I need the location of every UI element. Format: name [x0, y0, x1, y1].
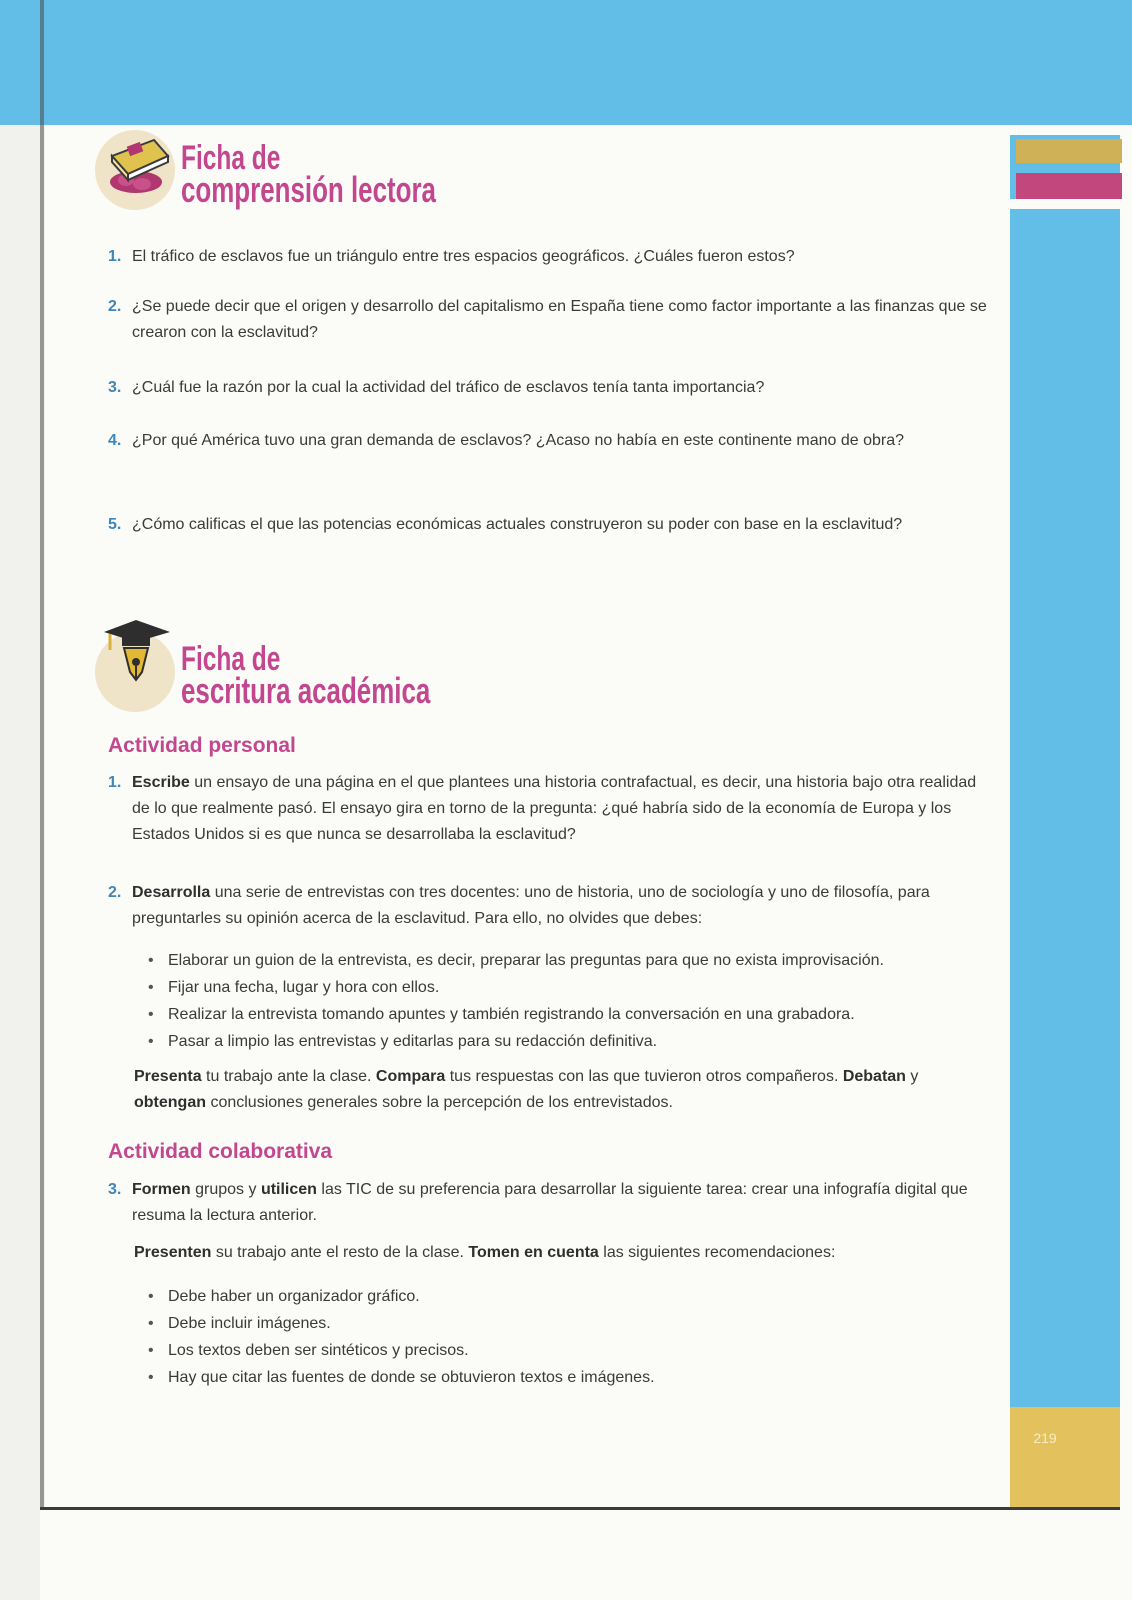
top-color-band [45, 0, 1132, 125]
question-3: 3. ¿Cuál fue la razón por la cual la actividad del tráfico de esclavos tenía tanta importancia? [108, 379, 765, 396]
page-number-box [1010, 1407, 1120, 1507]
section-tab-gold [1016, 139, 1122, 163]
question-4: 4. ¿Por qué América tuvo una gran demanda de esclavos? ¿Acaso no había en este continente mano de obra? [108, 432, 905, 449]
question-5: 5. ¿Cómo calificas el que las potencias económicas actuales construyeron su poder con base en la esclavitud? [108, 516, 903, 533]
collab-activity-title: Actividad colaborativa [108, 1140, 333, 1163]
list-item: • Fijar una fecha, lugar y hora con ellos. [148, 974, 988, 1001]
activity-1: 1. Escribe un ensayo de una página en el que plantees una historia contrafactual, es decir, una historia bajo otra realidad de lo que realmente pasó. El ensayo gira en torno de la pregunta: ¿qué habría sido de la economía de Europa y los Estados Unidos si es que nunca se desarrollaba la esclavitud? [108, 774, 977, 843]
question-2: 2. ¿Se puede decir que el origen y desarrollo del capitalismo en España tiene como factor importante a las finanzas que se crearon con la esclavitud? [108, 298, 987, 341]
interview-steps-list [148, 947, 988, 1055]
list-item: • Pasar a limpio las entrevistas y editarlas para su redacción definitiva. [148, 1028, 988, 1055]
list-item: • Los textos deben ser sintéticos y precisos. [148, 1337, 988, 1364]
page-number: 219 [1033, 1430, 1057, 1446]
book-spine [40, 0, 44, 1600]
personal-activity-title: Actividad personal [108, 734, 296, 757]
heading-line2: escritura académica [181, 670, 431, 711]
heading-line1: Ficha de [181, 139, 281, 177]
list-item: • Realizar la entrevista tomando apuntes y también registrando la conversación en una grabadora. [148, 1001, 988, 1028]
section-tab-pink [1016, 173, 1122, 199]
list-item: • Hay que citar las fuentes de donde se obtuvieron textos e imágenes. [148, 1364, 988, 1391]
list-item: • Debe haber un organizador gráfico. [148, 1283, 988, 1310]
personal-closing-text: Presenta tu trabajo ante la clase. Compara tus respuestas con las que tuvieron otros compañeros. Debatan y obtengan conclusiones generales sobre la percepción de los entrevistados. [134, 1068, 919, 1111]
question-1: 1. El tráfico de esclavos fue un triángulo entre tres espacios geográficos. ¿Cuáles fueron estos? [108, 248, 795, 265]
heading-line2: comprensión lectora [181, 169, 436, 210]
graduation-pen-icon [98, 618, 178, 698]
list-item: • Elaborar un guion de la entrevista, es decir, preparar las preguntas para que no exista improvisación. [148, 947, 988, 974]
left-page-strip [0, 0, 45, 1600]
collab-present-text: Presenten su trabajo ante el resto de la clase. Tomen en cuenta las siguientes recomendaciones: [134, 1244, 836, 1261]
right-margin-bar [1010, 125, 1120, 1407]
activity-2: 2. Desarrolla una serie de entrevistas con tres docentes: uno de historia, uno de sociología y uno de filosofía, para preguntarles su opinión acerca de la esclavitud. Para ello, no olvides que debes: [108, 884, 930, 927]
recommendations-list [148, 1283, 988, 1391]
list-item: • Debe incluir imágenes. [148, 1310, 988, 1337]
heading-line1: Ficha de [181, 640, 281, 678]
book-brain-icon [98, 126, 178, 206]
activity-3: 3. Formen grupos y utilicen las TIC de su preferencia para desarrollar la siguiente tarea: crear una infografía digital que resuma la lectura anterior. [108, 1181, 968, 1224]
reading-section-title [181, 139, 436, 210]
writing-section-title [181, 640, 431, 711]
